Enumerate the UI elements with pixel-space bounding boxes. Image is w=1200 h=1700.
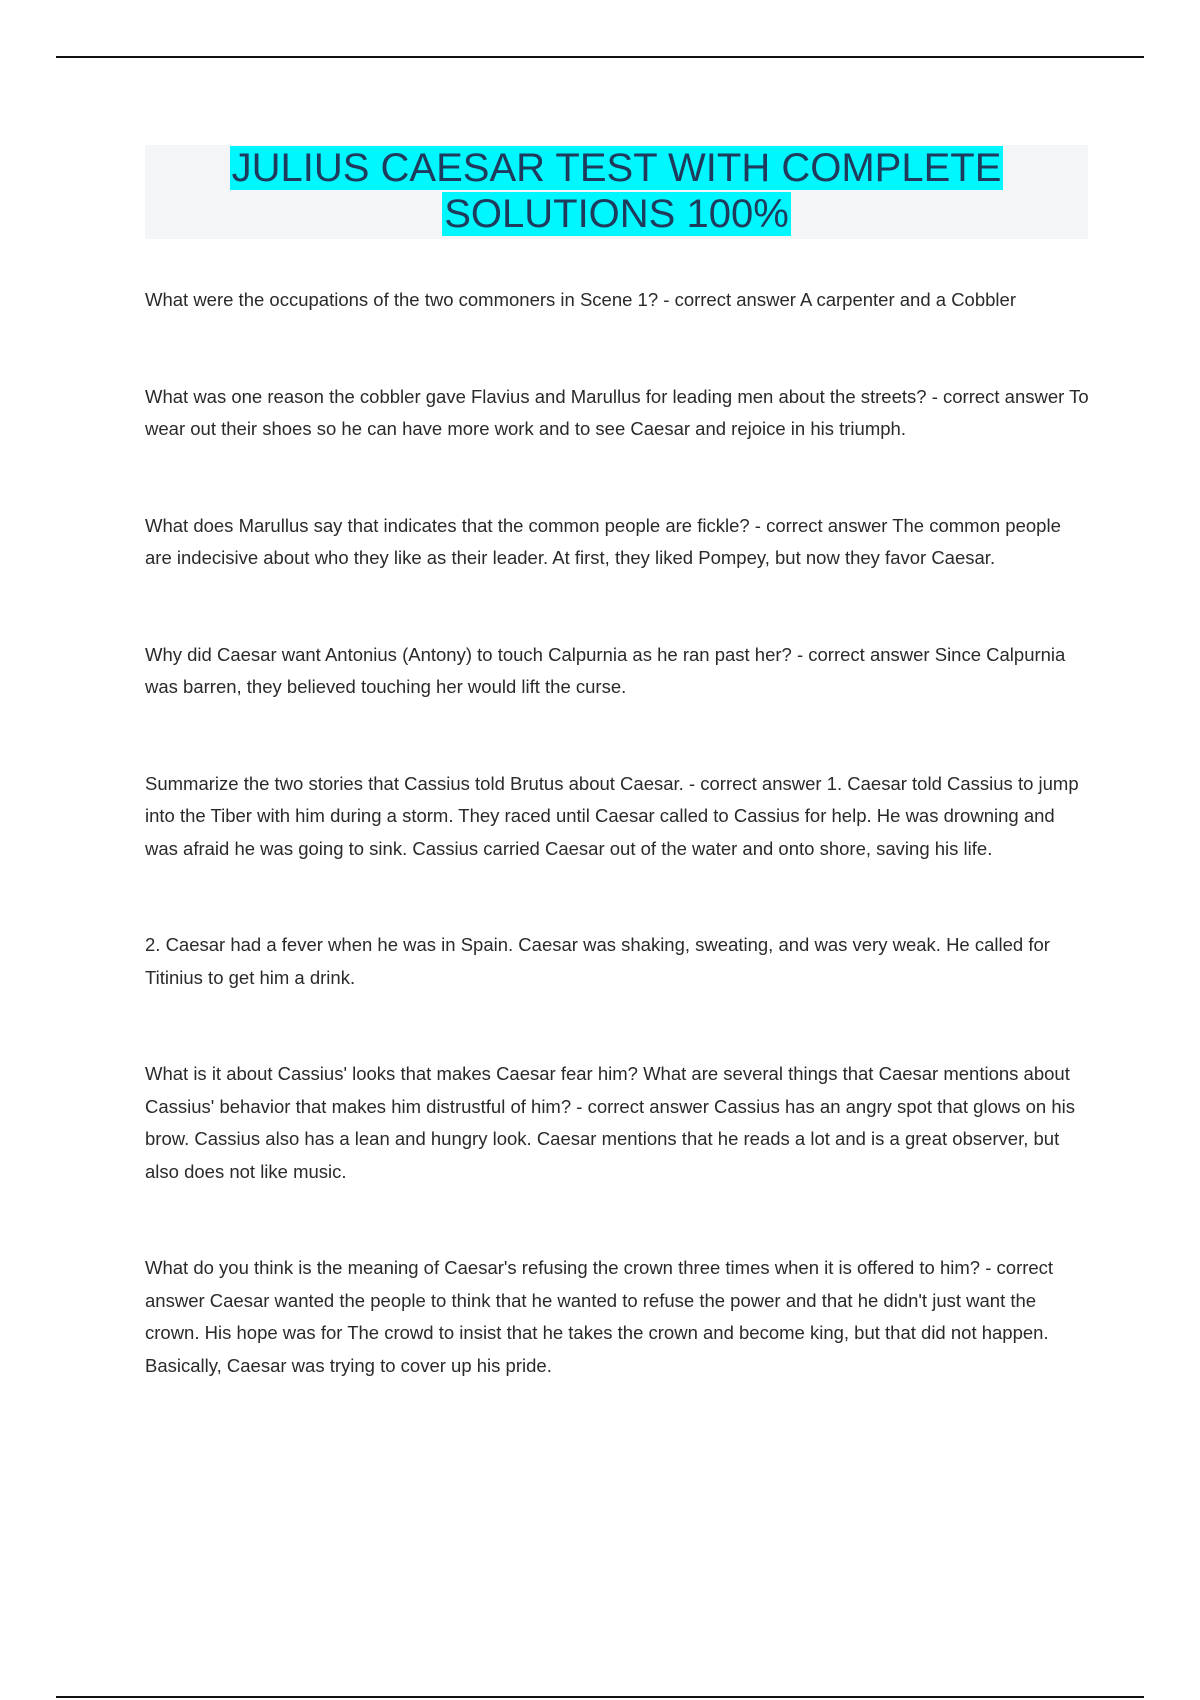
document-body (145, 284, 1090, 1446)
document-title-line-1 (145, 145, 1088, 191)
qa-paragraph-6: 2. Caesar had a fever when he was in Spain. Caesar was shaking, sweating, and was very weak. He called for Titinius to get him a drink. (145, 934, 1050, 988)
qa-paragraph-8: What do you think is the meaning of Caesar's refusing the crown three times when it is offered to him? - correct answer Caesar wanted the people to think that he wanted to refuse the power and that he didn't just want the crown. His hope was for The crowd to insist that he takes the crown and become king, but that did not happen. Basically, Caesar was trying to cover up his pride. (145, 1257, 1054, 1376)
title-banner (145, 145, 1088, 239)
title-highlight-1: JULIUS CAESAR TEST WITH COMPLETE (231, 146, 1002, 190)
qa-paragraph-4: Why did Caesar want Antonius (Antony) to touch Calpurnia as he ran past her? - correct answer Since Calpurnia was barren, they believed touching her would lift the curse. (145, 643, 1066, 697)
qa-paragraph-5: Summarize the two stories that Cassius told Brutus about Caesar. - correct answer 1. Caesar told Cassius to jump into the Tiber with him during a storm. They raced until Caesar called to Cassius for help. He was drowning and was afraid he was going to sink. Cassius carried Caesar out of the water and onto shore, saving his life. (145, 772, 1079, 859)
document-title-line-2 (145, 191, 1088, 237)
qa-paragraph-1: What were the occupations of the two commoners in Scene 1? - correct answer A carpenter and a Cobbler (145, 289, 1016, 310)
qa-paragraph-7: What is it about Cassius' looks that makes Caesar fear him? What are several things that Caesar mentions about Cassius' behavior that makes him distrustful of him? - correct answer Cassius has an angry spot that glows on his brow. Cassius also has a lean and hungry look. Caesar mentions that he reads a lot and is a great observer, but also does not like music. (145, 1063, 1075, 1182)
title-highlight-2: SOLUTIONS 100% (444, 192, 789, 236)
header-rule (56, 56, 1144, 58)
footer-rule (56, 1696, 1144, 1698)
qa-paragraph-3: What does Marullus say that indicates that the common people are fickle? - correct answer The common people are indecisive about who they like as their leader. At first, they liked Pompey, but now they favor Caesar. (145, 514, 1061, 568)
qa-paragraph-2: What was one reason the cobbler gave Flavius and Marullus for leading men about the streets? - correct answer To wear out their shoes so he can have more work and to see Caesar and rejoice in his triumph. (145, 385, 1089, 439)
